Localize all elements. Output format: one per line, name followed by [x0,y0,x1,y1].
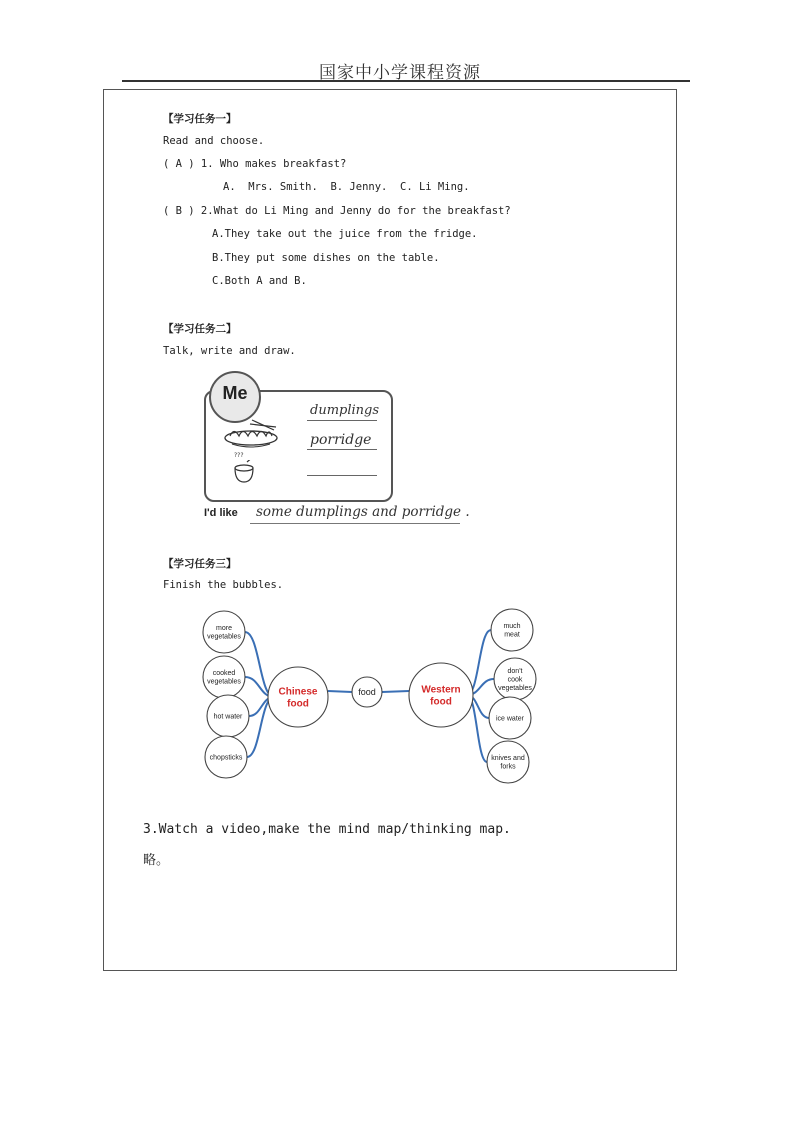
bubble-right-2-label: ice water [495,715,525,723]
dumplings-drawing [222,414,280,450]
task3-title: 【学习任务三】 [163,558,237,570]
bubble-center [352,677,382,707]
card-line-1-text: dumplings [310,403,380,418]
task1-q2: ( B ) 2.What do Li Ming and Jenny do for the breakfast? [163,205,511,217]
me-label: Me [222,383,248,403]
bubble-right-3-label: knives and [491,755,525,763]
porridge-bowl-drawing [232,460,256,486]
bubble-right-hub-label: Western [421,684,461,696]
bubble-right-1 [494,658,536,700]
sentence-prefix: I'd like [204,507,238,519]
task1-q1-options: A. Mrs. Smith. B. Jenny. C. Li Ming. [223,181,470,193]
bubble-left-hub [268,667,328,727]
task1-q2-option-c: C.Both A and B. [212,275,307,287]
bubble-left-1-label: cooked [212,670,236,678]
connector-center-left [328,691,352,692]
task1-q2-option-a: A.They take out the juice from the fridge. [212,228,478,240]
bubble-left-1-label: vegetables [207,678,241,686]
task1-q2-option-b: B.They put some dishes on the table. [212,252,440,264]
bubble-right-0 [491,609,533,651]
bubble-left-0 [203,611,245,653]
item3-text: 3.Watch a video,make the mind map/thinking map. [143,822,511,837]
bubble-left-hub-label: Chinese [278,686,318,698]
sentence-line [250,523,460,524]
connector-center-right [382,691,409,692]
porridge-steam-mark: ??? [234,452,244,459]
bubble-left-2 [207,695,249,737]
card-line-2 [307,449,377,450]
task2-title: 【学习任务二】 [163,323,237,335]
bubble-right-1-label: vegetables [498,684,532,692]
item3-note: 略。 [143,853,170,868]
bubble-right-hub [409,663,473,727]
bubble-right-0-label: much [503,623,521,631]
task1-title: 【学习任务一】 [163,113,237,125]
page-header-title: 国家中小学课程资源 [319,63,481,83]
task1-q1: ( A ) 1. Who makes breakfast? [163,158,347,170]
sentence-answer: some dumplings and porridge . [256,504,470,520]
card-line-2-text: porridge [310,432,372,448]
bubble-left-0-label: more [216,625,232,633]
content-frame [103,89,677,971]
double-bubble-map [190,605,550,790]
bubble-right-1-label: cook [507,676,523,684]
bubble-right-2 [489,697,531,739]
bubble-left-1 [203,656,245,698]
bubble-left-2-label: hot water [213,713,243,721]
bubble-left-hub-label: food [287,698,309,710]
bubble-right-0-label: meat [504,631,520,639]
bubble-center-label: food [358,687,376,698]
bubble-left-3-label: chopsticks [209,754,243,762]
bubble-left-3 [205,736,247,778]
header-rule [122,80,690,82]
bubble-right-3 [487,741,529,783]
task3-instruction: Finish the bubbles. [163,579,284,591]
card-line-1 [307,420,377,421]
bubble-right-3-label: forks [500,763,516,771]
card-line-3 [307,475,377,476]
bubble-right-1-label: don't [507,667,523,675]
task2-instruction: Talk, write and draw. [163,345,296,357]
bubble-right-hub-label: food [430,696,452,708]
bubble-left-0-label: vegetables [207,633,241,641]
task1-instruction: Read and choose. [163,135,265,147]
